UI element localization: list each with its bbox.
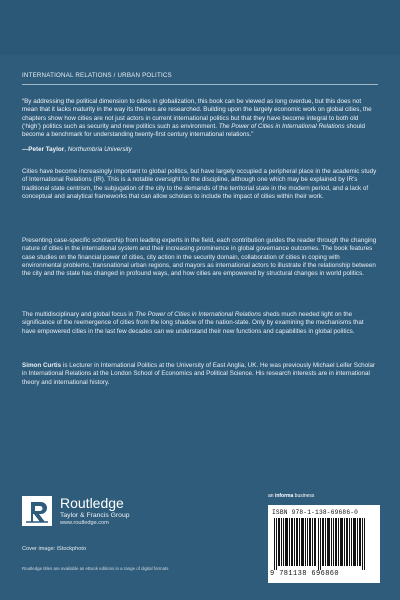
informa-brand: informa (274, 493, 294, 499)
description-paragraph-1: Cities have become increasingly important to global politics, but have largely occupied a peripheral place in the academic study of International Relations (IR). This is a notable oversight for the discipline, although one which may be explained by IR’s traditional state centrism, the subjugation of the city to the demands of the territorial state in the modern period, and a lack of conceptual and analytical frameworks that can allow scholars to include the impact of cities within their work. (22, 168, 377, 200)
quote-book-title: The Power of Cities in International Relations (218, 122, 345, 130)
endorsement-quote (22, 98, 378, 139)
p3-book-title: The Power of Cities in International Relations (135, 311, 262, 318)
quote-text-start: “By addressing the political dimension to cities in globalization, this book can be viewed as long overdue, but this does not mean that it lacks maturity in the way its themes are researched. Building upon the largely economic work on global cities, the chapters show how cities are not just actors in current international politics but that they have become integral to both old (‘high’) politics such as security and new politics such as environment. (22, 98, 372, 130)
description-paragraph-2: Presenting case-specific scholarship from leading experts in the field, each contribution guides the reader through the changing nature of cities in the international system and their increasing prominence in global governance outcomes. The book features case studies on the financial power of cities, city action in the security domain, collaboration of cities in coping with environmental problems, transnational urban regions, and mayors as international actors to illustrate if the relationship between the city and the state has changed in profound ways, and how cities are empowered by structural changes in world politics. (22, 237, 377, 278)
author-bio (22, 362, 378, 387)
p3-text-start: The multidisciplinary and global focus in (22, 311, 136, 318)
endorsement-attribution: —Peter Taylor, Northumbria University (22, 146, 132, 153)
quote-text-end: should become a benchmark for understanding twenty-first century international relations.” (22, 122, 366, 139)
p3-text-end: sheds much needed light on the significance of the reemergence of cities from the long shadow of the nation-state. Only by examining the mechanisms that have empowered cities in the last few decades can we understand their new functions and capabilities in global politics. (22, 311, 364, 335)
cover-image-credit: Cover image: iStockphoto (22, 546, 87, 552)
informa-prefix: an (268, 493, 275, 499)
publisher-url: www.routledge.com (60, 520, 109, 526)
publisher-block (60, 496, 130, 526)
barcode-box (268, 505, 380, 583)
publisher-name: Routledge (60, 495, 124, 511)
isbn-label: ISBN 978-1-138-69686-0 (272, 509, 359, 516)
top-band (0, 0, 400, 55)
endorser-name: —Peter Taylor (22, 146, 65, 153)
routledge-logo-icon (22, 496, 52, 526)
endorser-affiliation: Northumbria University (67, 146, 132, 153)
description-paragraph-3 (22, 311, 378, 336)
barcode-icon (272, 518, 372, 570)
ebook-note: Routledge titles are available as eBook editions in a range of digital formats (22, 566, 169, 571)
informa-label (268, 493, 314, 499)
informa-suffix: business (293, 493, 315, 499)
author-bio-text: is Lecturer in International Politics at the University of East Anglia, UK. He was previously Michael Leifer Scholar in International Relations at the London School of Economics and Political Science. His research interests are in international theory and international history. (22, 362, 376, 386)
publisher-group: Taylor & Francis Group (60, 512, 130, 519)
author-name: Simon Curtis (22, 362, 62, 369)
category-label: INTERNATIONAL RELATIONS / URBAN POLITICS (22, 72, 172, 79)
barcode-number: 9 781138 696860 (270, 570, 340, 578)
divider (22, 84, 378, 85)
